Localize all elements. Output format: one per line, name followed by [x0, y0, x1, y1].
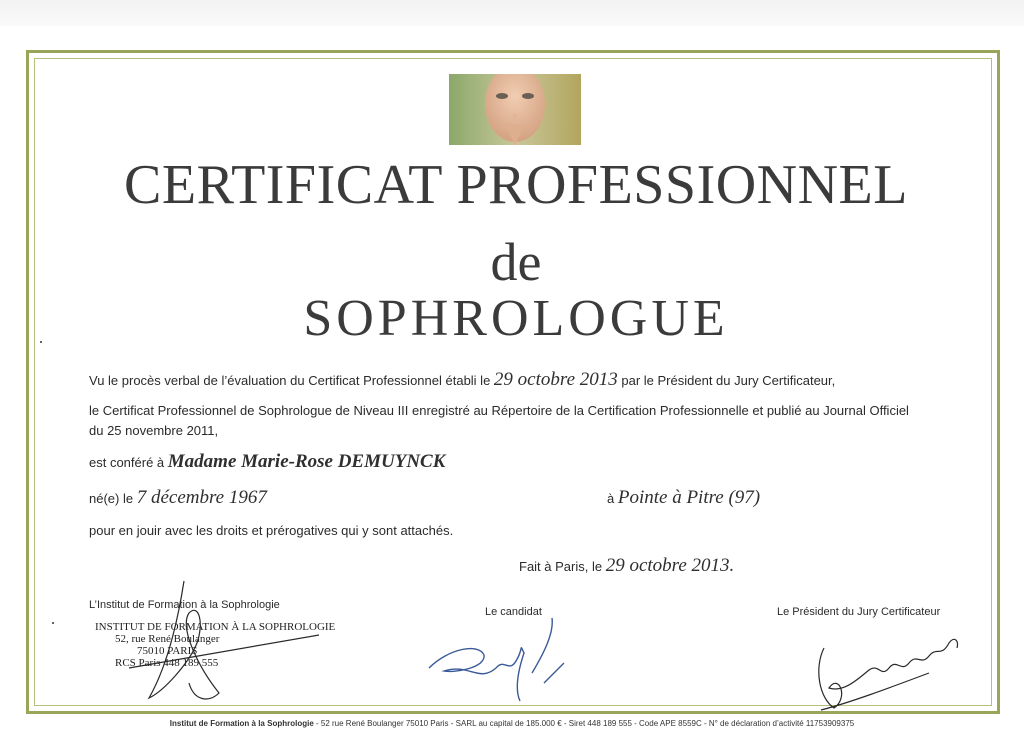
scan-speck [52, 622, 54, 624]
footer-legal-info [0, 719, 1024, 728]
scan-speck [40, 341, 42, 343]
candidate-signature-label: Le candidat [485, 606, 542, 618]
birth-date-line [89, 487, 267, 509]
stamp-line-2: 52, rue René Boulanger [115, 633, 220, 645]
birth-date: 7 décembre 1967 [136, 487, 267, 508]
rights-line: pour en jouir avec les droits et prérogatives qui y sont attachés. [89, 523, 454, 538]
certificate-title-profession: SOPHROLOGUE [303, 290, 729, 347]
certificate-title: CERTIFICAT PROFESSIONNEL [124, 154, 908, 216]
birth-place-line [607, 487, 760, 509]
stamp-line-3: 75010 PARIS [137, 645, 198, 657]
candidate-signature [424, 613, 574, 713]
president-signature-label: Le Président du Jury Certificateur [777, 606, 941, 618]
done-text: Fait à Paris, le [519, 559, 606, 574]
institute-signature [109, 573, 339, 713]
footer-details: - 52 rue René Boulanger 75010 Paris - SARL au capital de 185.000 € - Siret 448 189 555 - Code APE 8559C - N° de déclaration d’activité 11753909375 [313, 719, 855, 728]
face-photo [449, 74, 581, 145]
paragraph-registration-line2: du 25 novembre 2011, [89, 423, 219, 438]
scan-top-shade [0, 0, 1024, 26]
president-signature [809, 618, 969, 718]
paragraph-proces-verbal [89, 369, 835, 391]
p1-text-start: Vu le procès verbal de l’évaluation du Certificat Professionnel établi le [89, 373, 494, 388]
done-date: 29 octobre 2013. [605, 555, 735, 576]
recipient-name: Madame Marie-Rose DEMUYNCK [167, 451, 446, 472]
stamp-line-4: RCS Paris 448 189 555 [115, 657, 219, 669]
institute-signature-label: L’Institut de Formation à la Sophrologie [89, 599, 280, 611]
conferred-line [89, 451, 445, 473]
done-at-line [519, 555, 734, 577]
conferred-text: est conféré à [89, 455, 168, 470]
p1-text-end: par le Président du Jury Certificateur, [617, 373, 836, 388]
birth-place: Pointe à Pitre (97) [617, 487, 761, 508]
evaluation-date: 29 octobre 2013 [493, 369, 618, 390]
certificate-title-de: de [490, 232, 542, 292]
footer-institute-name: Institut de Formation à la Sophrologie [169, 719, 314, 728]
born-text: né(e) le [89, 491, 137, 506]
paragraph-registration-line1: le Certificat Professionnel de Sophrologue de Niveau III enregistré au Répertoire de la Certification Professionnelle et publié au Journal Officiel [89, 403, 909, 418]
birth-place-prefix: à [607, 491, 618, 506]
certificate-frame [26, 50, 1000, 714]
stamp-line-1: INSTITUT DE FORMATION À LA SOPHROLOGIE [95, 621, 336, 633]
